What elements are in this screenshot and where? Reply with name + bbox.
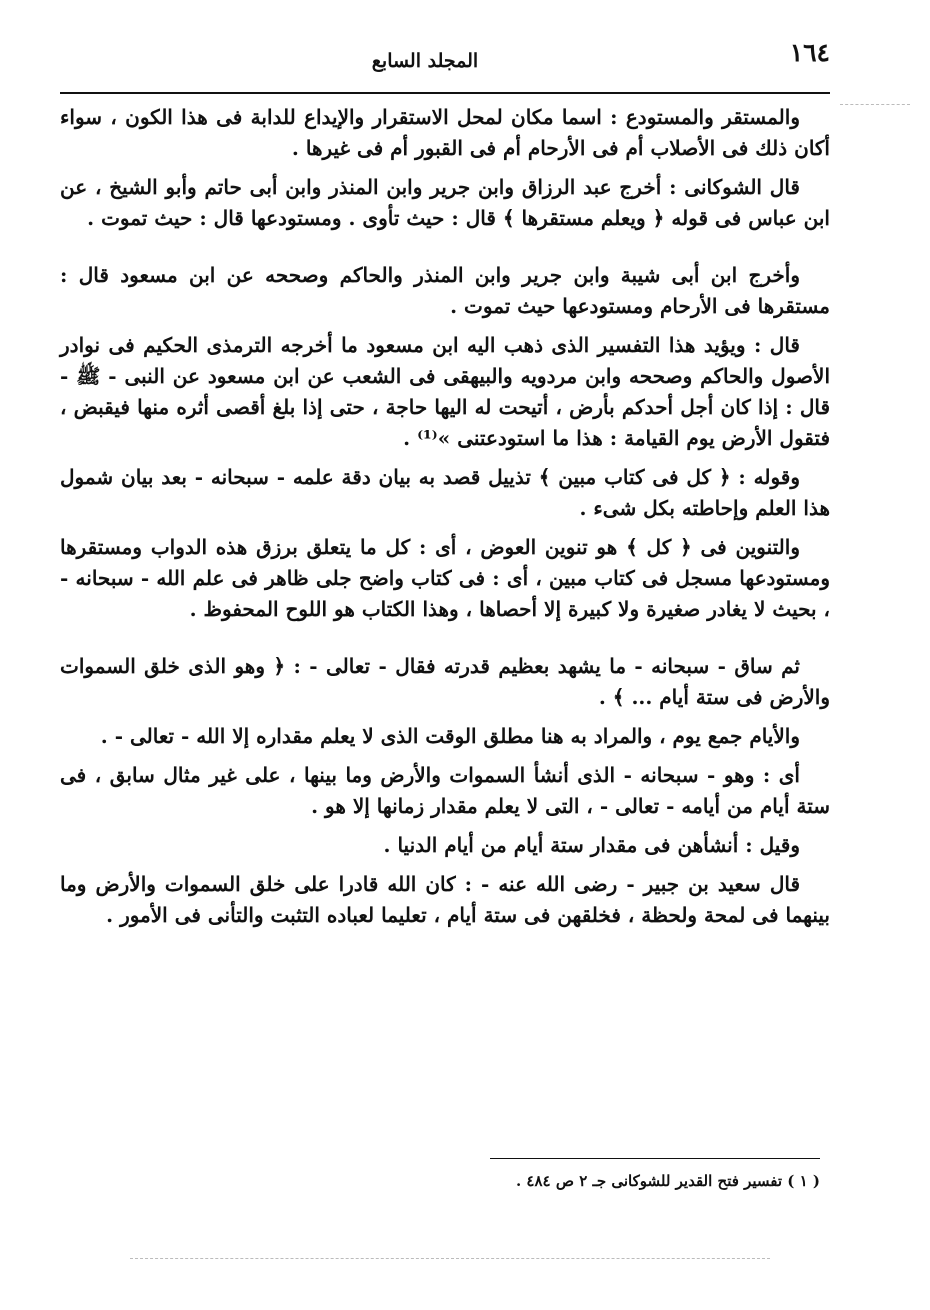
paragraph: قال : ويؤيد هذا التفسير الذى ذهب اليه ابن مسعود ما أخرجه الترمذى الحكيم فى نوادر الأصول والحاكم وصححه وابن مردويه والبيهقى فى الشعب عن ابن مسعود عن النبى - ﷺ - قال : إذا كان أجل أحدكم بأرض ، أتيحت له اليها حاجة ، حتى إذا بلغ أقصى أثره منها فيقبض ، فتقول الأرض يوم القيامة : هذا ما استودعتنى »⁽¹⁾ . <box>60 333 830 450</box>
paragraph: قال الشوكانى : أخرج عبد الرزاق وابن جرير وابن المنذر وابن أبى حاتم وأبو الشيخ ، عن ابن عباس فى قوله ﴿ ويعلم مستقرها ﴾ قال : حيث تأوى . ومستودعها قال : حيث تموت . <box>60 175 830 230</box>
paragraph: ثم ساق - سبحانه - ما يشهد بعظيم قدرته فقال - تعالى - : ﴿ وهو الذى خلق السموات والأرض فى ستة أيام ... ﴾ . <box>60 654 830 709</box>
scan-artifact-line <box>130 1258 770 1259</box>
paragraph: وقيل : أنشأهن فى مقدار ستة أيام من أيام الدنيا . <box>383 833 800 857</box>
footnote-divider <box>490 1158 820 1159</box>
paragraph: أى : وهو - سبحانه - الذى أنشأ السموات والأرض وما بينها ، على غير مثال سابق ، فى ستة أيام من أيامه - تعالى - ، التى لا يعلم مقدار زمانها إلا هو . <box>60 763 830 818</box>
paragraph: والأيام جمع يوم ، والمراد به هنا مطلق الوقت الذى لا يعلم مقداره إلا الله - تعالى - . <box>100 724 800 748</box>
main-text <box>60 102 830 939</box>
book-page <box>60 30 830 1290</box>
paragraph: قال سعيد بن جبير - رضى الله عنه - : كان الله قادرا على خلق السموات والأرض وما بينهما فى لمحة ولحظة ، فخلقهن فى ستة أيام ، تعليما لعباده التثبت والتأنى فى الأمور . <box>60 872 830 927</box>
paragraph: وأخرج ابن أبى شيبة وابن جرير وابن المنذر والحاكم وصححه عن ابن مسعود قال : مستقرها فى الأرحام ومستودعها حيث تموت . <box>60 263 830 318</box>
scan-artifact-line <box>840 104 910 105</box>
header-divider <box>60 92 830 94</box>
page-header <box>60 30 830 92</box>
paragraph: والمستقر والمستودع : اسما مكان لمحل الاستقرار والإيداع للدابة فى هذا الكون ، سواء أكان ذلك فى الأصلاب أم فى الأرحام أم فى القبور أم فى غيرها . <box>60 105 830 160</box>
running-head-title: المجلد السابع <box>371 50 479 72</box>
paragraph: والتنوين فى ﴿ كل ﴾ هو تنوين العوض ، أى : كل ما يتعلق برزق هذه الدواب ومستقرها ومستودعها مسجل فى كتاب مبين ، أى : فى كتاب واضح جلى ظاهر فى علم الله - سبحانه - ، بحيث لا يغادر صغيرة ولا كبيرة إلا أحصاها ، وهذا الكتاب هو اللوح المحفوظ . <box>60 535 830 621</box>
page-number: ١٦٤ <box>789 38 830 67</box>
paragraph: وقوله : ﴿ كل فى كتاب مبين ﴾ تذييل قصد به بيان دقة علمه - سبحانه - بعد بيان شمول هذا العلم وإحاطته بكل شىء . <box>60 465 830 520</box>
footnote: ( ١ ) تفسير فتح القدير للشوكانى جـ ٢ ص ٤٨٤ . <box>515 1172 820 1190</box>
